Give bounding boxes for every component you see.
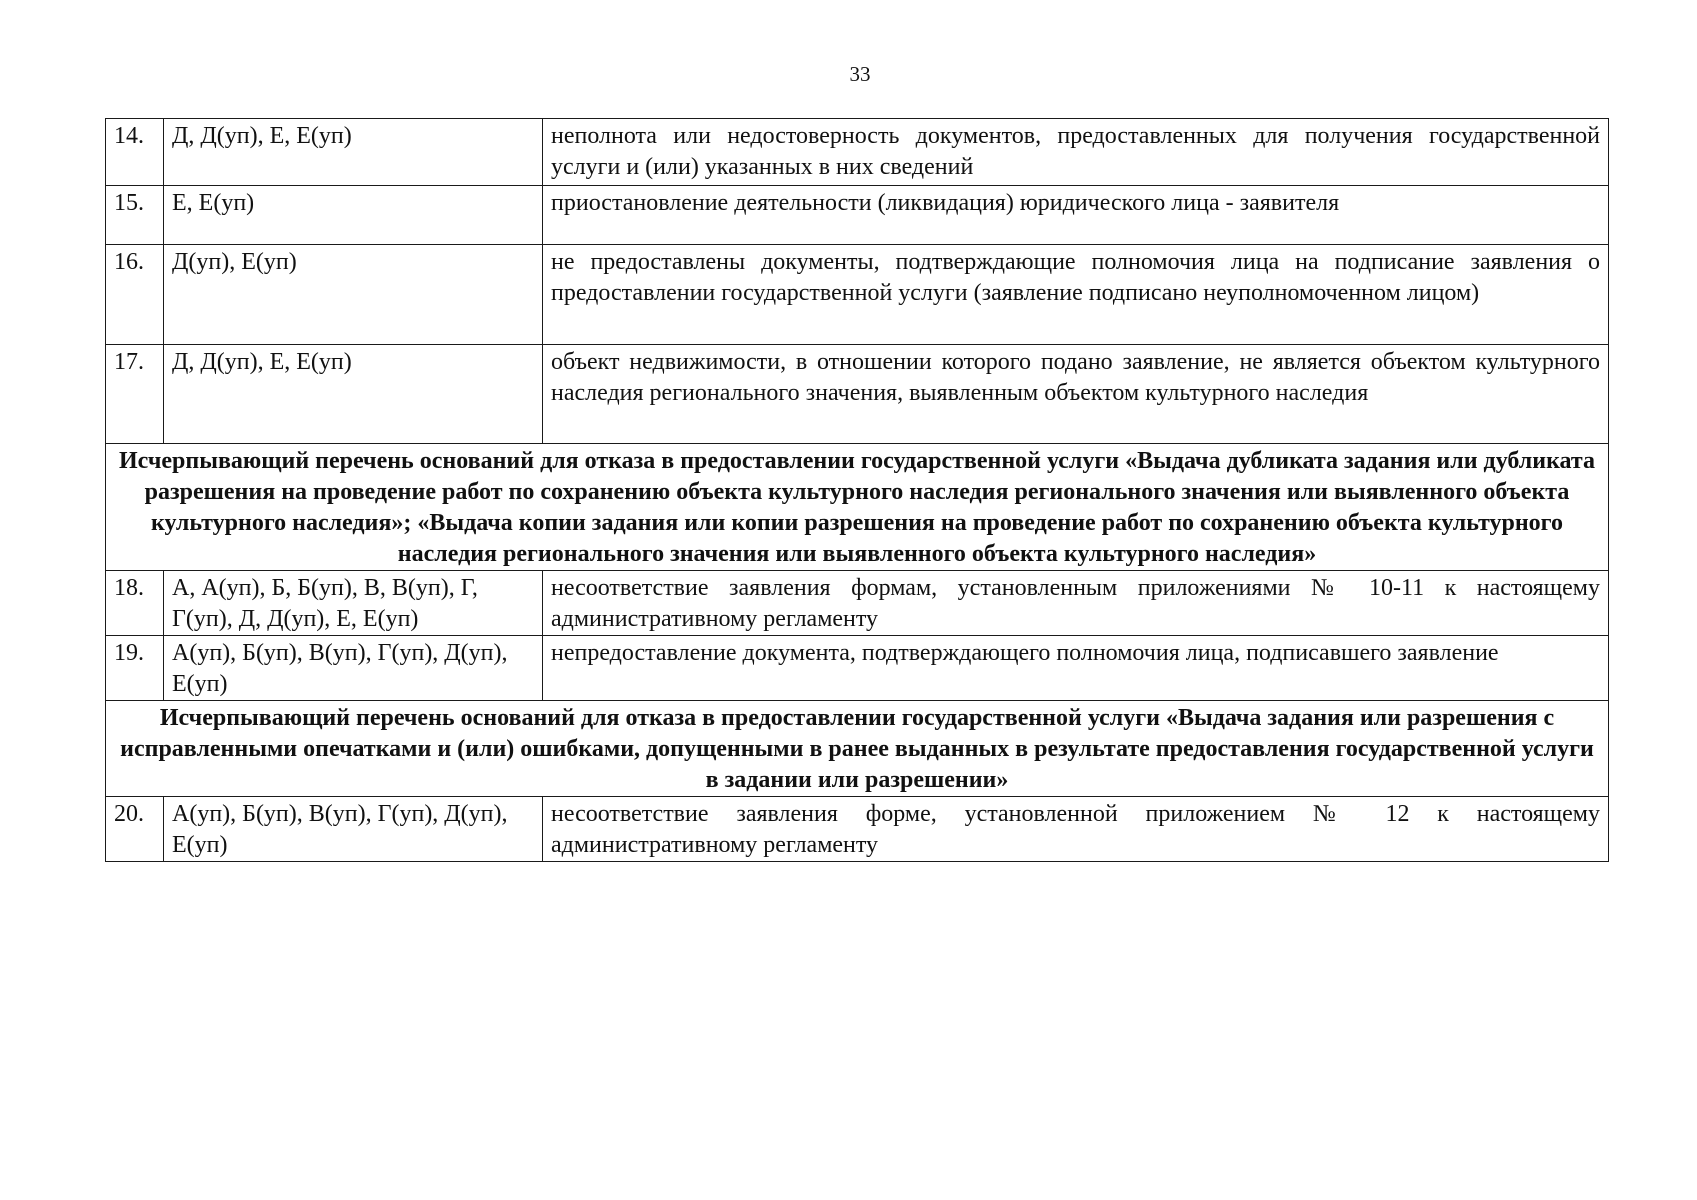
table-row xyxy=(106,119,1609,186)
row-number: 16. xyxy=(106,245,164,345)
row-number: 15. xyxy=(106,186,164,245)
ground-description: не предоставлены документы, подтверждающие полномочия лица на подписание заявления о предоставлении государственной услуги (заявление подписано неуполномоченном лицом) xyxy=(543,245,1609,345)
row-number: 14. xyxy=(106,119,164,186)
table-row xyxy=(106,636,1609,701)
ground-description: неполнота или недостоверность документов, предоставленных для получения государственной услуги и (или) указанных в них сведений xyxy=(543,119,1609,186)
ground-description: непредоставление документа, подтверждающего полномочия лица, подписавшего заявление xyxy=(543,636,1609,701)
applicant-codes: Д, Д(уп), Е, Е(уп) xyxy=(164,119,543,186)
table-row xyxy=(106,797,1609,862)
row-number: 18. xyxy=(106,571,164,636)
row-number: 17. xyxy=(106,345,164,444)
applicant-codes: Е, Е(уп) xyxy=(164,186,543,245)
ground-description: несоответствие заявления формам, установленным приложениями № 10-11 к настоящему административному регламенту xyxy=(543,571,1609,636)
applicant-codes: А(уп), Б(уп), В(уп), Г(уп), Д(уп), Е(уп) xyxy=(164,797,543,862)
ground-description: объект недвижимости, в отношении которого подано заявление, не является объектом культурного наследия регионального значения, выявленным объектом культурного наследия xyxy=(543,345,1609,444)
refusal-grounds-table xyxy=(105,118,1609,862)
table-row xyxy=(106,571,1609,636)
section-header-row xyxy=(106,444,1609,571)
table-row xyxy=(106,345,1609,444)
applicant-codes: Д, Д(уп), Е, Е(уп) xyxy=(164,345,543,444)
section-heading-duplicate-copy: Исчерпывающий перечень оснований для отказа в предоставлении государственной услуги «Выдача дубликата задания или дубликата разрешения на проведение работ по сохранению объекта культурного наследия регионального значения или выявленного объекта культурного наследия»; «Выдача копии задания или копии разрешения на проведение работ по сохранению объекта культурного наследия регионального значения или выявленного объекта культурного наследия» xyxy=(106,444,1609,571)
section-heading-corrections: Исчерпывающий перечень оснований для отказа в предоставлении государственной услуги «Выдача задания или разрешения с исправленными опечатками и (или) ошибками, допущенными в ранее выданных в результате предоставления государственной услуги в задании или разрешении» xyxy=(106,701,1609,797)
section-header-row xyxy=(106,701,1609,797)
row-number: 20. xyxy=(106,797,164,862)
ground-description: несоответствие заявления форме, установленной приложением № 12 к настоящему административному регламенту xyxy=(543,797,1609,862)
table-row xyxy=(106,245,1609,345)
ground-description: приостановление деятельности (ликвидация) юридического лица - заявителя xyxy=(543,186,1609,245)
row-number: 19. xyxy=(106,636,164,701)
applicant-codes: Д(уп), Е(уп) xyxy=(164,245,543,345)
table-row xyxy=(106,186,1609,245)
applicant-codes: А, А(уп), Б, Б(уп), В, В(уп), Г, Г(уп), Д, Д(уп), Е, Е(уп) xyxy=(164,571,543,636)
page-number: 33 xyxy=(849,62,871,86)
applicant-codes: А(уп), Б(уп), В(уп), Г(уп), Д(уп), Е(уп) xyxy=(164,636,543,701)
